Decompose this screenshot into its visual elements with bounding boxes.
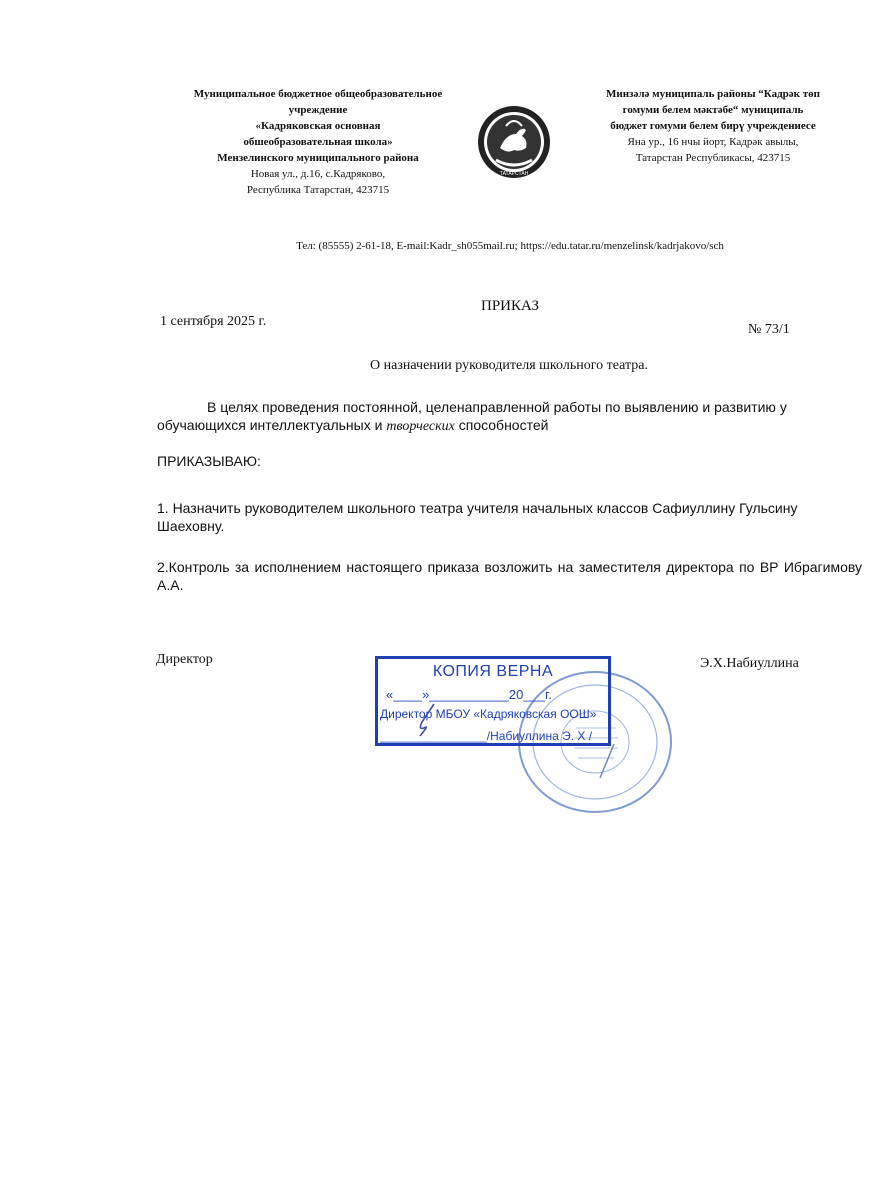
header-right-line: гомуми белем мәктәбе“ муниципаль bbox=[622, 104, 804, 116]
signature-role: Директор bbox=[156, 652, 213, 667]
paragraph-text: В целях проведения постоянной, целенаправленной работы по выявлению и развитию у обучающихся интеллектуальных и bbox=[157, 399, 787, 433]
stamp-name-line: ________________/Набиуллина Э. Х / bbox=[380, 729, 593, 743]
header-left-line: учреждение bbox=[288, 104, 348, 116]
stamp-director-line: Директор МБОУ «Кадряковская ООШ» bbox=[380, 707, 597, 721]
tatarstan-emblem-icon bbox=[476, 104, 552, 180]
header-left-line: Муниципальное бюджетное общеобразовательное bbox=[193, 88, 443, 100]
order-date: 1 сентября 2025 г. bbox=[160, 314, 267, 329]
copy-certified-stamp bbox=[375, 656, 611, 746]
paragraph-italic: творческих bbox=[386, 419, 455, 434]
order-title: ПРИКАЗ bbox=[481, 298, 539, 314]
header-left-line: обшеобразовательная школа» bbox=[243, 136, 393, 148]
order-number: № 73/1 bbox=[748, 322, 790, 337]
header-left-line: Республика Татарстан, 423715 bbox=[246, 184, 390, 196]
body-paragraph bbox=[157, 398, 862, 436]
paragraph-text: способностей bbox=[454, 417, 549, 433]
header-right-line: бюджет гомуми белем бирү учреждениесе bbox=[610, 120, 816, 132]
order-subject: О назначении руководителя школьного театра. bbox=[370, 358, 648, 373]
handwritten-signature-icon bbox=[412, 700, 442, 740]
order-item-1: 1. Назначить руководителем школьного театра учителя начальных классов Сафиуллину Гульсину Шаеховну. bbox=[157, 500, 798, 534]
header-right-line: Татарстан Республикасы, 423715 bbox=[635, 152, 791, 164]
header-left-line: Новая ул., д.16, с.Кадряково, bbox=[250, 168, 386, 180]
signature-name: Э.Х.Набиуллина bbox=[700, 656, 799, 671]
stamp-date-line: «____»___________20___г. bbox=[386, 687, 552, 702]
header-left-block bbox=[168, 86, 468, 198]
header-right-block bbox=[578, 86, 848, 166]
header-left-line: Мензелинского муниципального района bbox=[217, 152, 419, 164]
emblem-text: ТАТАРСТАН bbox=[499, 171, 529, 177]
order-item-2: 2.Контроль за исполнением настоящего приказа возложить на заместителя директора по ВР Ибрагимову А.А. bbox=[157, 559, 862, 593]
stamp-title: КОПИЯ ВЕРНА bbox=[432, 663, 554, 680]
contacts-line: Тел: (85555) 2-61-18, E-mail:Kadr_sh055mail.ru; https://edu.tatar.ru/menzelinsk/kadrjakovo/sch bbox=[296, 240, 724, 252]
order-directive: ПРИКАЗЫВАЮ: bbox=[157, 453, 261, 469]
header-left-line: «Кадряковская основная bbox=[255, 120, 381, 132]
header-right-line: Минзәлә муниципаль районы “Кадрәк төп bbox=[605, 88, 821, 100]
header-right-line: Яна ур., 16 нчы йорт, Кадрәк авылы, bbox=[627, 136, 799, 148]
